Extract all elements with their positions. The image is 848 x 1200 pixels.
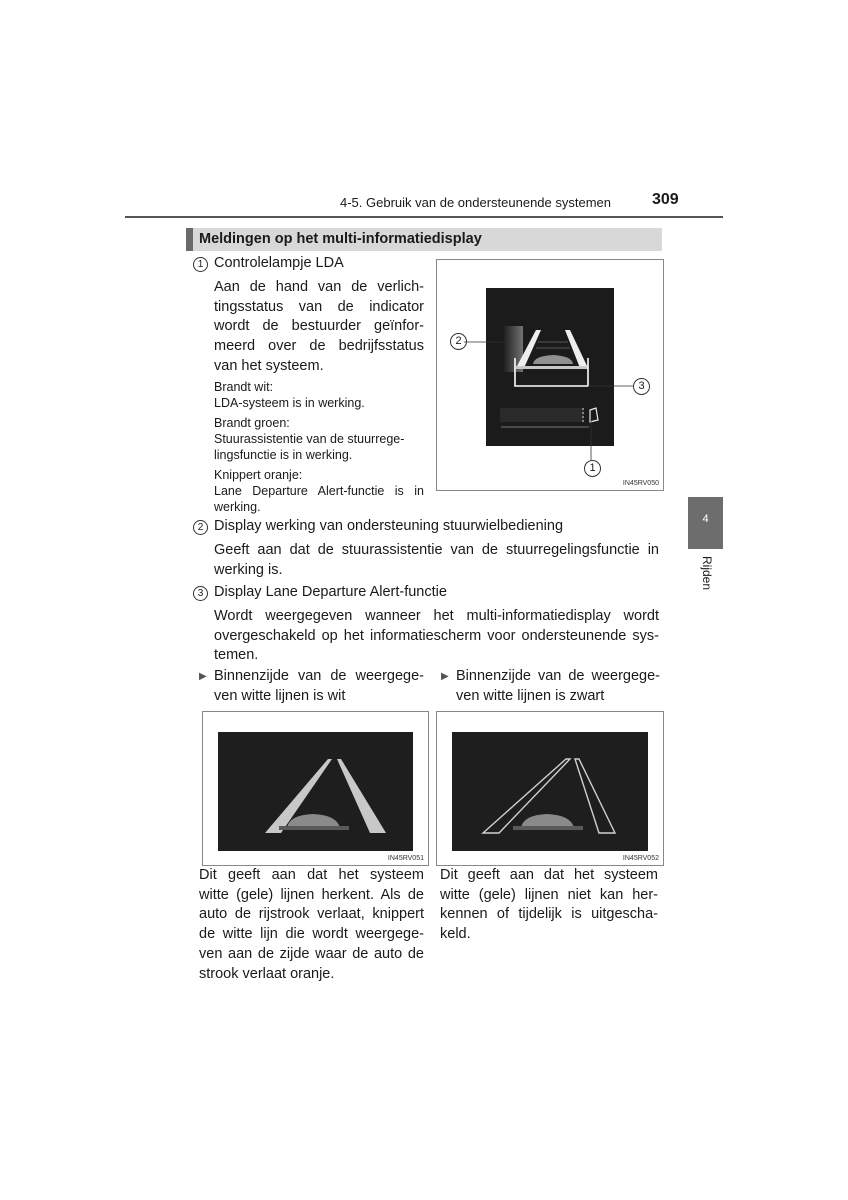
callout-1: 1 — [584, 460, 601, 477]
state-text: LDA-systeem is in werking. — [214, 396, 365, 410]
bullet-triangle-icon: ▶ — [199, 671, 207, 682]
text-line: Wordt weergegeven wanneer het multi-informatiedisplay wordt — [214, 608, 659, 624]
header-rule — [125, 216, 723, 218]
text-line: witte (gele) lijnen niet kan her- — [440, 886, 658, 903]
page-number: 309 — [652, 191, 679, 208]
car-shadow — [513, 826, 583, 830]
text-line: van het systeem. — [214, 357, 324, 374]
state-text: werking. — [214, 500, 261, 514]
bullet-text — [456, 667, 660, 706]
text-line: werking is. — [214, 561, 283, 578]
text-line: Dit geeft aan dat het systeem — [199, 867, 424, 883]
text-line: temen. — [214, 647, 259, 664]
lane-lines-black-illustration — [437, 712, 663, 865]
item-number-circle: 3 — [193, 586, 208, 601]
section-title: Meldingen op het multi-informatiedisplay — [199, 231, 482, 247]
item-number-circle: 1 — [193, 257, 208, 272]
text-line: Geeft aan dat de stuurassistentie van de stuurregelingsfunctie in — [214, 542, 659, 558]
chapter-tab-label: Rijden — [700, 556, 714, 591]
text-line: Binnenzijde van de weergege- — [214, 668, 424, 684]
text-line: ven witte lijnen is wit — [214, 687, 346, 704]
state-label: Brandt groen: — [214, 416, 290, 430]
lane-lines-white-illustration — [203, 712, 428, 865]
info-bar — [500, 408, 584, 422]
text-line: Dit geeft aan dat het systeem — [440, 867, 658, 883]
bullet-text — [214, 667, 424, 706]
display-screen — [218, 732, 413, 851]
bullet-triangle-icon: ▶ — [441, 671, 449, 682]
item-title: Display Lane Departure Alert-functie — [214, 584, 447, 600]
state-text: lingsfunctie is in werking. — [214, 448, 353, 462]
text-line: de witte lijn die wordt weergege- — [199, 926, 424, 943]
running-header-section: 4-5. Gebruik van de ondersteunende systemen — [340, 195, 612, 210]
text-line: Binnenzijde van de weergege- — [456, 668, 660, 684]
car-shadow — [279, 826, 349, 830]
text-line: overgeschakeld op het informatiescherm voor ondersteunende sys- — [214, 627, 659, 644]
figure-caption — [199, 866, 424, 984]
text-line: wordt de bestuurder geïnfor- — [214, 318, 424, 335]
chapter-tab: 4 — [688, 497, 723, 549]
figure-code: IN45RV052 — [622, 855, 659, 862]
figure-code: IN45RV050 — [622, 480, 659, 487]
item-description — [214, 541, 659, 580]
item-title: Display werking van ondersteuning stuurwielbediening — [214, 518, 564, 534]
text-line: strook verlaat oranje. — [199, 965, 335, 982]
text-line: ven witte lijnen is zwart — [456, 687, 605, 704]
lane-lines-black-figure — [436, 711, 664, 866]
callout-2: 2 — [450, 333, 467, 350]
text-line: witte (gele) lijnen herkent. Als de — [199, 886, 424, 903]
callout-3: 3 — [633, 378, 650, 395]
display-screen — [452, 732, 648, 851]
text-line: ven aan de zijde waar de auto de — [199, 945, 424, 962]
item-description — [214, 607, 659, 666]
figure-caption — [440, 866, 658, 945]
car-shadow — [516, 366, 588, 369]
lane-lines-white-figure — [202, 711, 429, 866]
indicator-states — [214, 379, 424, 515]
text-line: keld. — [440, 926, 471, 943]
state-text: Lane Departure Alert-functie is in — [214, 484, 424, 498]
section-heading-accent — [186, 228, 193, 251]
state-label: Brandt wit: — [214, 380, 274, 394]
item-title: Controlelampje LDA — [214, 255, 344, 271]
lda-display-figure — [436, 259, 664, 491]
text-line: tingsstatus van de indicator — [214, 298, 424, 315]
state-label: Knippert oranje: — [214, 468, 303, 482]
text-line: Aan de hand van de verlich- — [214, 279, 424, 295]
text-line: kennen of tijdelijk is uitgescha- — [440, 906, 658, 923]
item-number-circle: 2 — [193, 520, 208, 535]
lda-display-illustration — [437, 260, 663, 490]
state-text: Stuurassistentie van de stuurrege- — [214, 432, 405, 446]
text-line: meerd over de bedrijfsstatus — [214, 338, 424, 355]
figure-code: IN45RV051 — [387, 855, 424, 862]
text-line: auto de rijstrook verlaat, knippert — [199, 906, 424, 923]
item-description — [214, 278, 424, 377]
